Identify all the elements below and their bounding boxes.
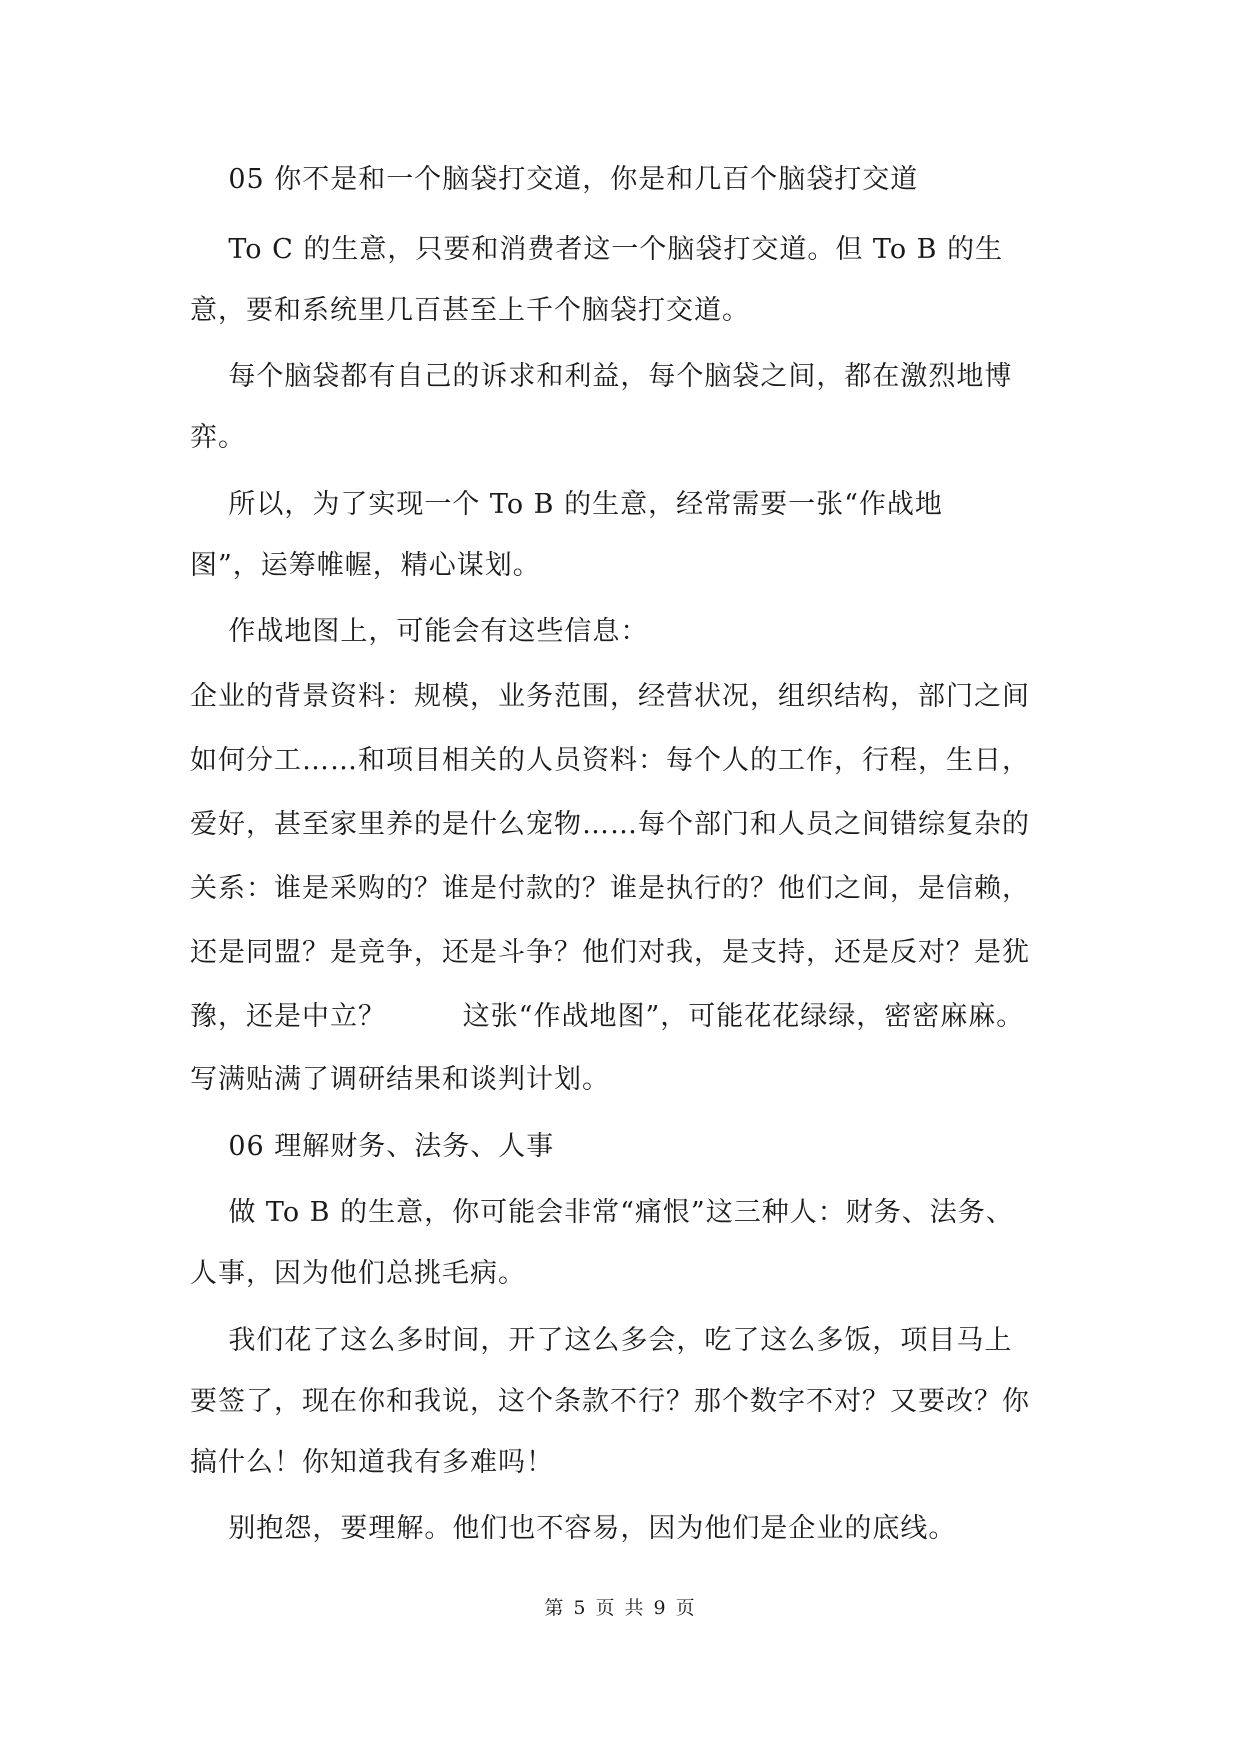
paragraph-line: 豫，还是中立？ 这张“作战地图”，可能花花绿绿，密密麻麻。 bbox=[190, 1001, 1025, 1032]
paragraph-line: 作战地图上，可能会有这些信息： bbox=[190, 616, 649, 647]
paragraph-line: 关系：谁是采购的？谁是付款的？谁是执行的？他们之间，是信赖， bbox=[190, 873, 1030, 904]
paragraph-line: 爱好，甚至家里养的是什么宠物……每个部门和人员之间错综复杂的 bbox=[190, 809, 1030, 840]
paragraph-line: 意，要和系统里几百甚至上千个脑袋打交道。 bbox=[190, 295, 750, 326]
heading-06: 06 理解财务、法务、人事 bbox=[190, 1131, 555, 1162]
paragraph-line: 做 To B 的生意，你可能会非常“痛恨”这三种人：财务、法务、 bbox=[190, 1197, 1014, 1228]
paragraph-line: To C 的生意，只要和消费者这一个脑袋打交道。但 To B 的生 bbox=[190, 234, 1004, 265]
paragraph-line: 所以，为了实现一个 To B 的生意，经常需要一张“作战地 bbox=[190, 489, 943, 520]
paragraph-line: 要签了，现在你和我说，这个条款不行？那个数字不对？又要改？你 bbox=[190, 1386, 1030, 1417]
paragraph-line: 弈。 bbox=[190, 422, 246, 453]
paragraph-line: 企业的背景资料：规模，业务范围，经营状况，组织结构，部门之间 bbox=[190, 681, 1030, 712]
paragraph-line: 我们花了这么多时间，开了这么多会，吃了这么多饭，项目马上 bbox=[190, 1325, 1013, 1356]
paragraph-line: 搞什么！你知道我有多难吗！ bbox=[190, 1447, 554, 1478]
paragraph-line: 人事，因为他们总挑毛病。 bbox=[190, 1258, 526, 1289]
paragraph-line: 还是同盟？是竞争，还是斗争？他们对我，是支持，还是反对？是犹 bbox=[190, 937, 1030, 968]
paragraph-line: 每个脑袋都有自己的诉求和利益，每个脑袋之间，都在激烈地博 bbox=[190, 361, 1013, 392]
page-number-footer: 第 5 页 共 9 页 bbox=[544, 1597, 697, 1619]
paragraph-line: 如何分工……和项目相关的人员资料：每个人的工作，行程，生日， bbox=[190, 745, 1030, 776]
paragraph-line: 别抱怨，要理解。他们也不容易，因为他们是企业的底线。 bbox=[190, 1513, 957, 1544]
paragraph-line: 写满贴满了调研结果和谈判计划。 bbox=[190, 1064, 610, 1095]
heading-05: 05 你不是和一个脑袋打交道，你是和几百个脑袋打交道 bbox=[190, 164, 919, 195]
paragraph-line: 图”，运筹帷幄，精心谋划。 bbox=[190, 550, 541, 581]
